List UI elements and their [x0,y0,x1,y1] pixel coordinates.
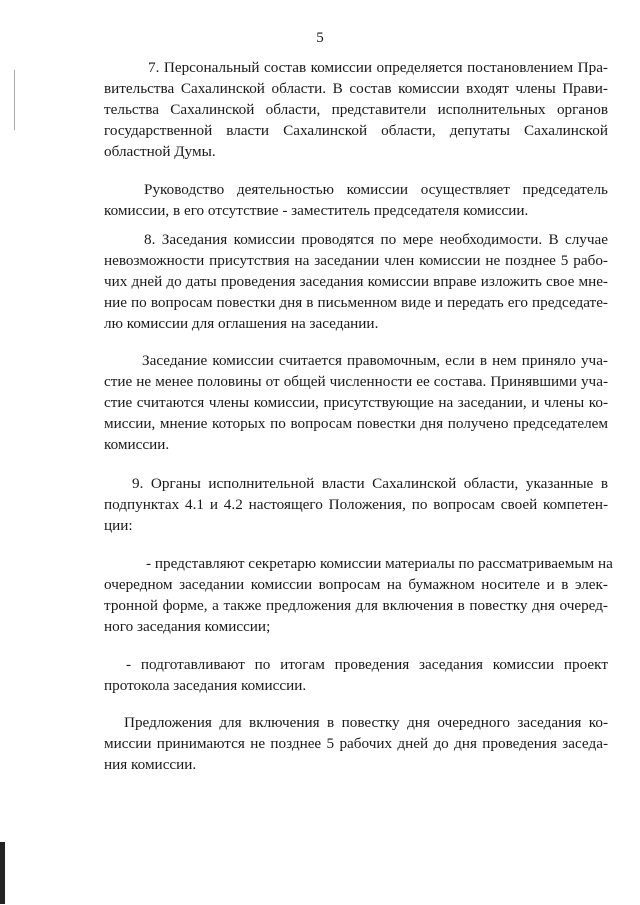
text-line: Предложения для включения в повестку дня очередного заседания ко- [124,714,608,731]
text-line: - представляют секретарю комиссии материалы по рассматриваемым на [146,555,613,572]
text-line: - подготавливают по итогам проведения заседания комиссии проект [126,656,608,673]
text-line: чих дней до даты проведения заседания комиссии вправе изложить свое мне- [104,273,608,290]
text-line: ции: [104,517,133,534]
text-line: тельства Сахалинской области, представители исполнительных органов [104,101,608,118]
text-line: ние по вопросам повестки дня в письменном виде и передать его председате- [104,294,608,311]
scan-margin-mark [14,70,15,130]
text-line: комиссии. [104,436,170,453]
text-line: ного заседания комиссии; [104,618,271,635]
text-line: Заседание комиссии считается правомочным, если в нем приняло уча- [142,352,608,369]
text-line: комиссии, в его отсутствие - заместитель председателя комиссии. [104,202,529,219]
text-line: вительства Сахалинской области. В состав комиссии входят члены Прави- [104,80,608,97]
text-line: Руководство деятельностью комиссии осуществляет председатель [144,181,608,198]
text-line: тронной форме, а также предложения для включения в повестку дня очеред- [104,597,608,614]
text-line: государственной власти Сахалинской области, депутаты Сахалинской [104,122,608,139]
text-line: протокола заседания комиссии. [104,677,307,694]
text-line: стие не менее половины от общей численности ее состава. Принявшими уча- [104,373,608,390]
text-line: лю комиссии для оглашения на заседании. [104,315,379,332]
text-line: очередном заседании комиссии вопросам на бумажном носителе и в элек- [104,576,608,593]
text-line: ния комиссии. [104,756,197,773]
scan-edge-mark [0,842,5,904]
text-line: стие считаются члены комиссии, присутствующие на заседании, и члены ко- [104,394,608,411]
text-line: 7. Персональный состав комиссии определяется постановлением Пра- [148,59,608,76]
text-line: миссии принимаются не позднее 5 рабочих дней до дня проведения заседа- [104,735,608,752]
text-line: подпунктах 4.1 и 4.2 настоящего Положения, по вопросам своей компетен- [104,496,608,513]
page-number: 5 [316,30,324,46]
text-line: невозможности присутствия на заседании член комиссии не позднее 5 рабо- [104,252,608,269]
text-line: миссии, мнение которых по вопросам повестки дня получено председателем [104,415,608,432]
text-line: областной Думы. [104,143,216,160]
text-line: 9. Органы исполнительной власти Сахалинской области, указанные в [132,475,608,492]
text-line: 8. Заседания комиссии проводятся по мере необходимости. В случае [144,231,608,248]
